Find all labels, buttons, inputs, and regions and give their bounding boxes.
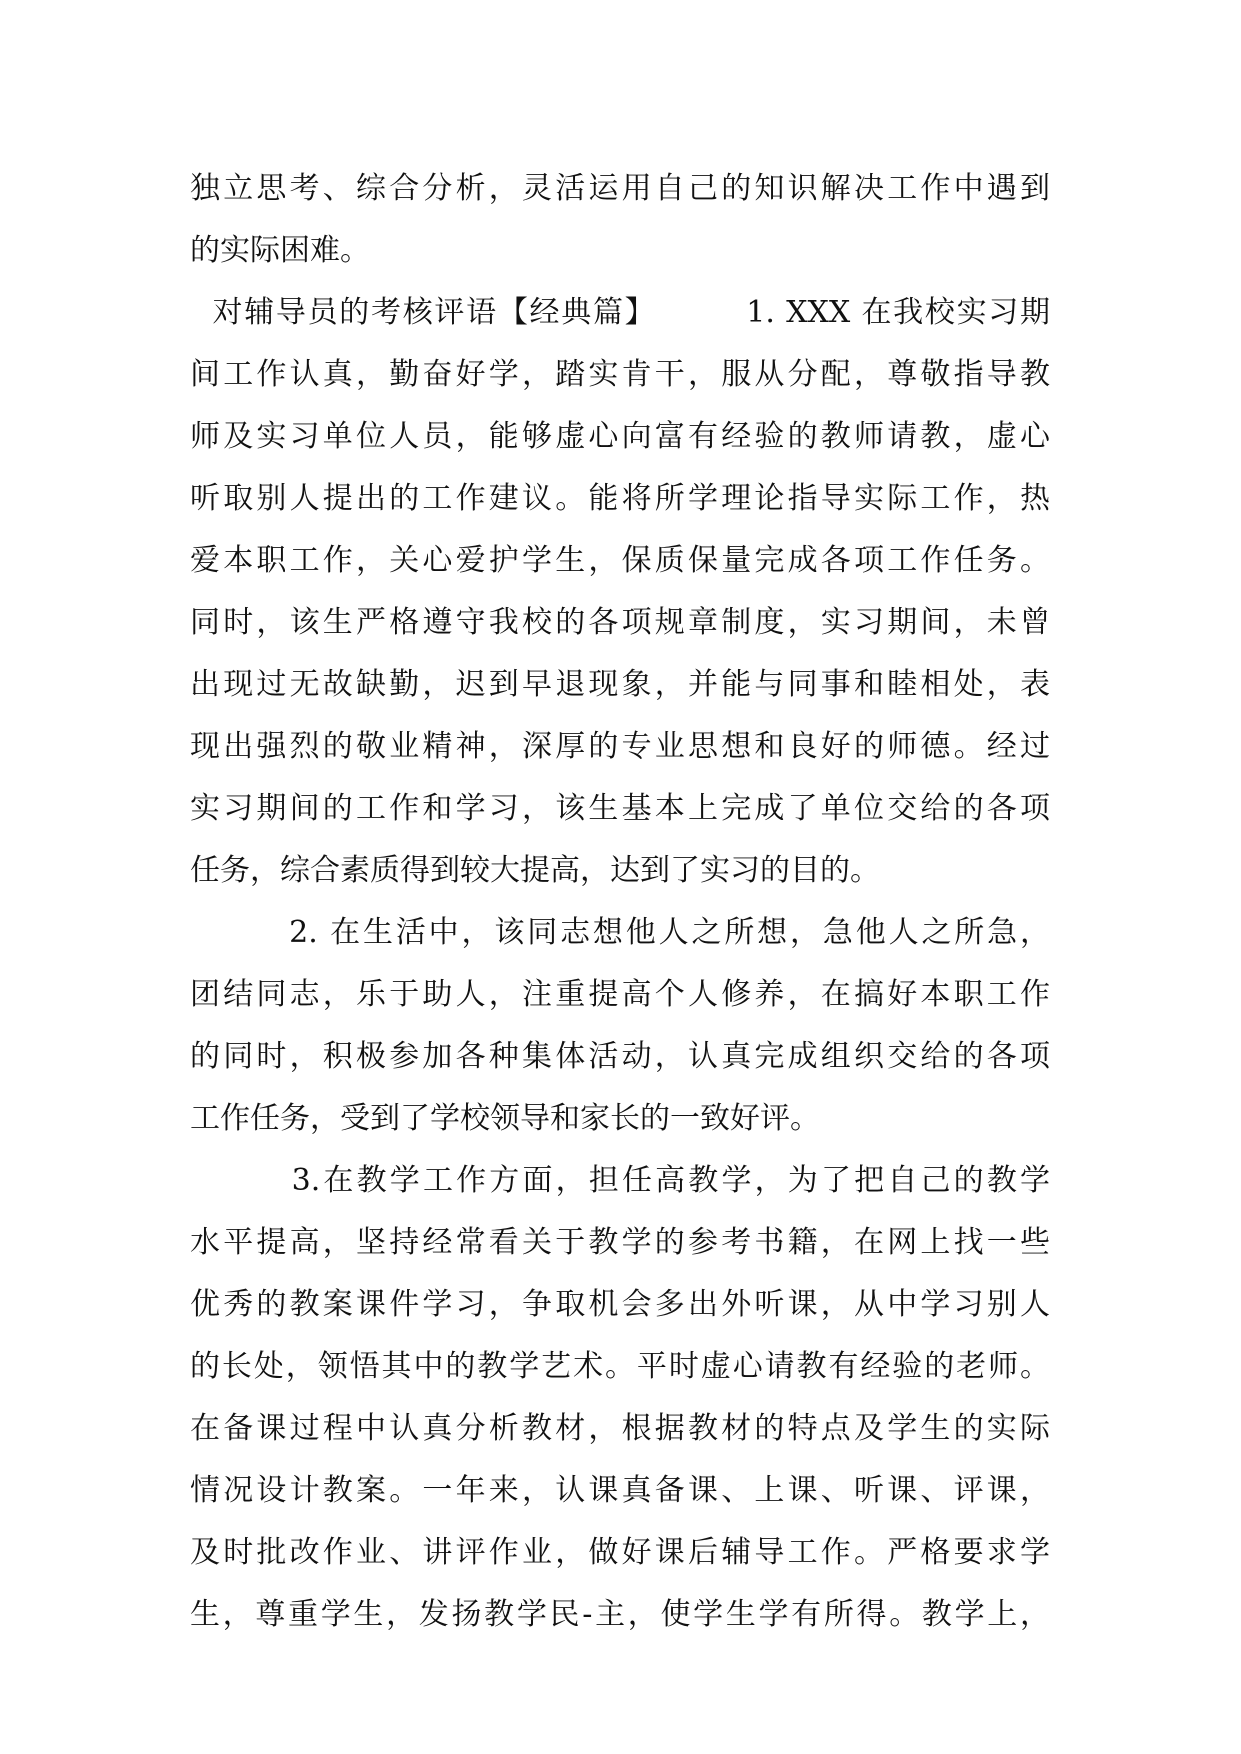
text-line: 团结同志，乐于助人，注重提高个人修养，在搞好本职工作 xyxy=(190,977,1050,1012)
text-line: 任务，综合素质得到较大提高，达到了实习的目的。 xyxy=(190,853,880,888)
text-line: 水平提高，坚持经常看关于教学的参考书籍，在网上找一些 xyxy=(190,1225,1050,1260)
text-line: 情况设计教案。一年来，认课真备课、上课、听课、评课， xyxy=(190,1473,1050,1508)
text-line: 现出强烈的敬业精神，深厚的专业思想和良好的师德。经过 xyxy=(190,729,1050,764)
text-line: 出现过无故缺勤，迟到早退现象，并能与同事和睦相处，表 xyxy=(190,667,1050,702)
text-line: 同时，该生严格遵守我校的各项规章制度，实习期间，未曾 xyxy=(190,605,1050,640)
text-line: 听取别人提出的工作建议。能将所学理论指导实际工作，热 xyxy=(190,481,1050,516)
text-line: 生，尊重学生，发扬教学民-主，使学生学有所得。教学上， xyxy=(190,1597,1050,1632)
text-line: 的同时，积极参加各种集体活动，认真完成组织交给的各项 xyxy=(190,1039,1050,1074)
text-line: 工作任务，受到了学校领导和家长的一致好评。 xyxy=(190,1101,820,1136)
text-line: 的实际困难。 xyxy=(190,233,370,268)
text-line: 实习期间的工作和学习，该生基本上完成了单位交给的各项 xyxy=(190,791,1050,826)
text-line: 2. 在生活中，该同志想他人之所想，急他人之所急， xyxy=(190,915,1050,950)
section-heading-line: 对辅导员的考核评语【经典篇】 1. XXX 在我校实习期 xyxy=(190,295,1050,330)
text-line: 3.在教学工作方面，担任高教学，为了把自己的教学 xyxy=(190,1163,1050,1198)
text-line: 的长处，领悟其中的教学艺术。平时虚心请教有经验的老师。 xyxy=(190,1349,1050,1384)
text-line: 及时批改作业、讲评作业，做好课后辅导工作。严格要求学 xyxy=(190,1535,1050,1570)
text-line: 独立思考、综合分析，灵活运用自己的知识解决工作中遇到 xyxy=(190,171,1050,206)
text-line: 爱本职工作，关心爱护学生，保质保量完成各项工作任务。 xyxy=(190,543,1050,578)
text-line: 师及实习单位人员，能够虚心向富有经验的教师请教，虚心 xyxy=(190,419,1050,454)
document-body xyxy=(190,158,1050,1646)
text-line: 优秀的教案课件学习，争取机会多出外听课，从中学习别人 xyxy=(190,1287,1050,1322)
text-line: 在备课过程中认真分析教材，根据教材的特点及学生的实际 xyxy=(190,1411,1050,1446)
text-line: 间工作认真，勤奋好学，踏实肯干，服从分配，尊敬指导教 xyxy=(190,357,1050,392)
